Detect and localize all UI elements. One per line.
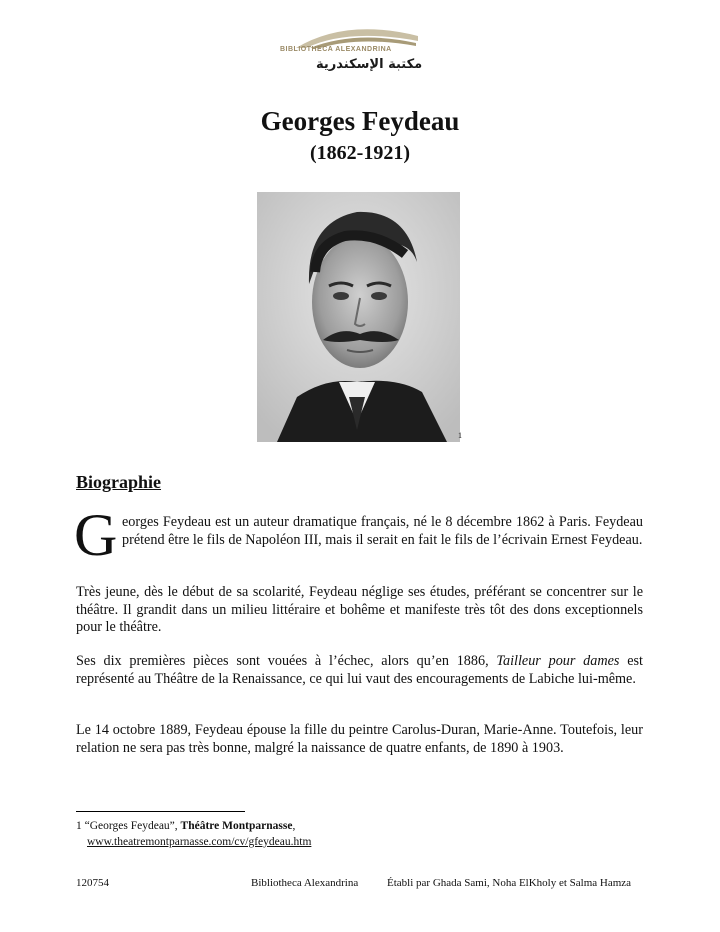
footnote-source: Théâtre Montparnasse xyxy=(180,820,293,832)
footnote-suffix: , xyxy=(292,820,296,832)
footer-doc-number: 120754 xyxy=(76,877,109,889)
paragraph-3 xyxy=(76,653,643,688)
paragraph-3-start: Ses dix premières pièces sont vouées à l’échec, alors qu’en 1886, xyxy=(76,653,497,669)
paragraph-2: Très jeune, dès le début de sa scolarité, Feydeau néglige ses études, préférant se concentrer sur le théâtre. Il grandit dans un milieu littéraire et bohême et manifeste très tôt des dons exceptionnels pour le théâtre. xyxy=(76,584,643,636)
footnote xyxy=(76,818,311,850)
portrait-footnote-marker: 1 xyxy=(458,431,462,440)
page-title: Georges Feydeau xyxy=(260,106,460,136)
logo-latin-text: BIBLIOTHECA ALEXANDRINA xyxy=(280,46,392,53)
paragraph-4: Le 14 octobre 1889, Feydeau épouse la fille du peintre Carolus-Duran, Marie-Anne. Toutefois, leur relation ne sera pas très bonne, malgré la naissance de quatre enfants, de 1890 à 1903. xyxy=(76,722,643,756)
bibliotheca-alexandrina-logo xyxy=(276,24,426,76)
footnote-url-link[interactable]: www.theatremontparnasse.com/cv/gfeydeau.htm xyxy=(87,836,312,848)
footnote-divider xyxy=(76,811,245,812)
logo-arabic-text: مكتبة الإسكندرية xyxy=(316,57,423,72)
footer-credits: Établi par Ghada Sami, Noha ElKholy et Salma Hamza xyxy=(387,877,632,889)
footnote-prefix: “Georges Feydeau”, xyxy=(81,820,181,832)
footnote-number: 1 xyxy=(76,820,82,832)
paragraph-3-end: est représenté au Théâtre de la Renaissance, ce qui lui vaut des encouragements de Labiche lui-même. xyxy=(76,653,643,687)
paragraph-1: eorges Feydeau est un auteur dramatique français, né le 8 décembre 1862 à Paris. Feydeau prétend être le fils de Napoléon III, mais il serait en fait le fils de l’écrivain Ernest Feydeau. xyxy=(122,514,643,548)
life-dates: (1862-1921) xyxy=(310,142,410,164)
drop-cap: G xyxy=(74,502,118,568)
portrait-illustration xyxy=(257,192,460,442)
portrait-photo xyxy=(257,192,460,442)
play-title: Tailleur pour dames xyxy=(496,653,620,669)
section-heading: Biographie xyxy=(76,472,162,492)
footer-center: Bibliotheca Alexandrina xyxy=(251,877,359,889)
